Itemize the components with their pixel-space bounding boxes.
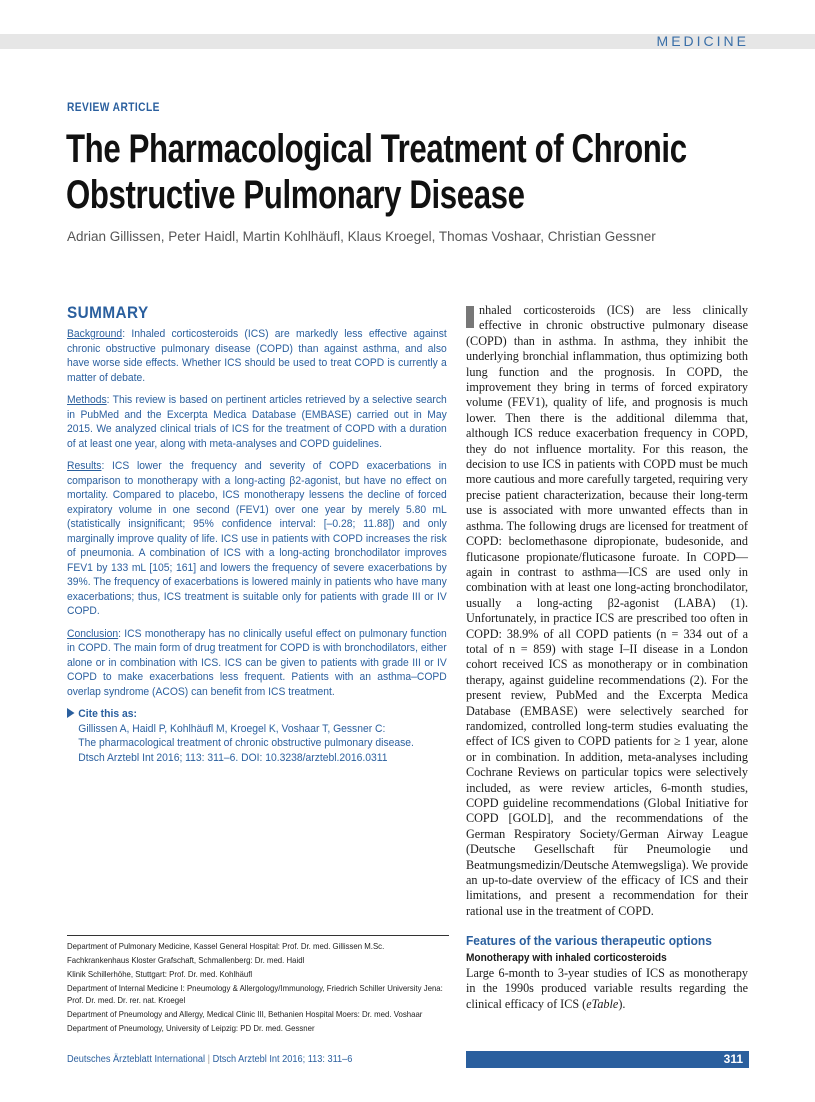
summary-methods <box>67 393 447 451</box>
triangle-right-icon <box>67 708 75 718</box>
summary-results <box>67 459 447 619</box>
intro-paragraph <box>466 303 748 919</box>
conclusion-text: : ICS monotherapy has no clinically useful effect on pulmonary function in COPD. The main form of drug treatment for COPD is with bronchodilators, either alone or in combination with ICS. ICS can be given to patients with grade III or IV COPD to make exacerbations less frequent. Patients with an asthma–COPD overlap syndrome (ACOS) can benefit from ICS treatment. <box>67 627 447 698</box>
conclusion-label: Conclusion <box>67 627 119 640</box>
affiliation-item: Klinik Schillerhöhe, Stuttgart: Prof. Dr. med. Kohlhäufl <box>67 969 253 979</box>
results-text: : ICS lower the frequency and severity of COPD exacerbations in comparison to monotherapy with a long-acting β2-agonist, but have no effect on mortality. Compared to placebo, ICS monotherapy lessens the decline of forced expiratory volume in one second (FEV1) over one year by merely 5.80 mL (statistically insignificant; 95% confidence interval: [–0.28; 11.88]) and only marginally improve quality of life. ICS use in patients with COPD increases the risk of pneumonia. A combination of ICS with a long-acting bronchodilator improves FEV1 by 133 mL [105; 161] and lowers the frequency of severe exacerbations by 39%. The frequency of exacerbations is lowered mainly in patients who have many exacerbations; thus, ICS treatment is suitable only for patients with grade III or IV COPD. <box>67 460 447 617</box>
affiliation-item: Fachkrankenhaus Kloster Grafschaft, Schmallenberg: Dr. med. Haidl <box>67 955 305 965</box>
cite-block <box>67 707 447 765</box>
affiliation-item: Department of Pulmonary Medicine, Kassel General Hospital: Prof. Dr. med. Gillissen M.Sc. <box>67 941 385 951</box>
cite-heading: Cite this as: <box>78 708 137 720</box>
results-label: Results <box>67 460 102 472</box>
cite-line: Dtsch Arztebl Int 2016; 113: 311–6. DOI: 10.3238/arztebl.2016.0311 <box>78 751 388 764</box>
journal-citation: Dtsch Arztebl Int 2016; 113: 311–6 <box>212 1054 353 1065</box>
intro-text: nhaled corticosteroids (ICS) are less clinically effective in chronic obstructive pulmonary disease (COPD) than in asthma. In asthma, they inhibit the underlying bronchial inflammation, thus optimizing both lung function and the prognosis. In COPD, the improvement they bring in terms of forced expiratory volume (FEV1), quality of life, and prognosis is much lower. Then there is the additional dilemma that, although ICS reduce exacerbation frequency in COPD, they do not influence mortality. For this reason, the decision to use ICS in patients with COPD must be much more cautious and more carefully targeted, requiring very precise patient characterization, because their long-term use is associated with more unwanted effects than in asthma. The following drugs are licensed for treatment of COPD: beclomethasone dipropionate, budesonide, and fluticasone propionate/fluticasone furoate. In COPD—again in contrast to asthma—ICS are used only in combination with at least one long-acting bronchodilator, usually a long-acting β2-agonist (LABA) (1). Unfortunately, in practice ICS are prescribed too often in COPD: 38.9% of all COPD patients (n = 334 out of a total of n = 859) with stage I–II disease in a London cohort received ICS as monotherapy or in combination therapy, against guideline recommendations (2). For the present review, PubMed and the Excerpta Medica Database (EMBASE) were selectively searched for randomized, controlled long-term studies evaluating the effect of ICS given to COPD patients for ≥ 1 year, alone or in combination. In addition, meta-analyses including Cochrane Reviews on particular topics were selectively included, as were review articles, 6-month studies, COPD guideline recommendations (Global Initiative for COPD [GOLD], and the recommendations of the German Respiratory Society/German Airway League (Deutsche Gesellschaft für Pneumologie und Beatmungsmedizin/Deutsche Atemwegsliga). We provide an up-to-date overview of the efficacy of ICS and their limitations, and present a recommendation for their rational use in the treatment of COPD. <box>466 303 748 918</box>
cite-line: Gillissen A, Haidl P, Kohlhäufl M, Kroegel K, Voshaar T, Gessner C: <box>78 722 386 735</box>
article-authors: Adrian Gillissen, Peter Haidl, Martin Kohlhäufl, Klaus Kroegel, Thomas Voshaar, Christian Gessner <box>67 229 656 244</box>
article-type: REVIEW ARTICLE <box>67 100 160 114</box>
summary-background <box>67 327 447 385</box>
section-heading: Features of the various therapeutic options <box>466 933 712 949</box>
footer-citation <box>67 1054 352 1065</box>
affiliation-item: Department of Pneumology, University of Leipzig: PD Dr. med. Gessner <box>67 1023 315 1033</box>
body-paragraph <box>466 966 748 1012</box>
para-text-end: ). <box>618 996 626 1011</box>
affiliation-item: Department of Pneumology and Allergy, Medical Clinic III, Bethanien Hospital Moers: Dr. med. Voshaar <box>67 1009 423 1019</box>
summary-box <box>67 303 447 765</box>
summary-heading: SUMMARY <box>67 303 149 322</box>
footer-separator: | <box>207 1054 211 1065</box>
subsection-heading: Monotherapy with inhaled corticosteroids <box>466 951 667 964</box>
page-number-bar <box>466 1051 749 1068</box>
methods-label: Methods <box>67 394 107 406</box>
body-column <box>466 303 748 1012</box>
section-label: MEDICINE <box>656 33 749 49</box>
cite-line: The pharmacological treatment of chronic obstructive pulmonary disease. <box>78 737 414 749</box>
para-text: Large 6-month to 3-year studies of ICS as monotherapy in the 1990s produced variable results regarding the clinical efficacy of ICS ( <box>466 966 748 1011</box>
background-label: Background <box>67 328 123 340</box>
summary-conclusion <box>67 627 447 700</box>
page-number: 311 <box>723 1052 743 1066</box>
affiliations <box>67 935 449 1036</box>
methods-text: : This review is based on pertinent articles retrieved by a selective search in PubMed and the Excerpta Medica Database (EMBASE) carried out in May 2015. We analyzed clinical trials of ICS for the treatment of COPD with a duration of at least one year, along with meta-analyses and COPD guidelines. <box>67 394 447 450</box>
affiliation-item: Department of Internal Medicine I: Pneumology & Allergology/Immunology, Friedrich Schiller University Jena: Prof. Dr. med. Dr. rer. nat. Kroegel <box>67 983 443 1005</box>
journal-name: Deutsches Ärzteblatt International <box>67 1054 206 1065</box>
dropcap-bar <box>466 306 474 328</box>
background-text: : Inhaled corticosteroids (ICS) are markedly less effective against chronic obstructive pulmonary disease (COPD) than against asthma, and also have worse side effects. Whether ICS should be used to treat COPD is currently a matter of debate. <box>67 328 447 384</box>
article-title: The Pharmacological Treatment of Chronic Obstructive Pulmonary Disease <box>66 127 687 217</box>
etable-link[interactable]: eTable <box>586 996 619 1011</box>
